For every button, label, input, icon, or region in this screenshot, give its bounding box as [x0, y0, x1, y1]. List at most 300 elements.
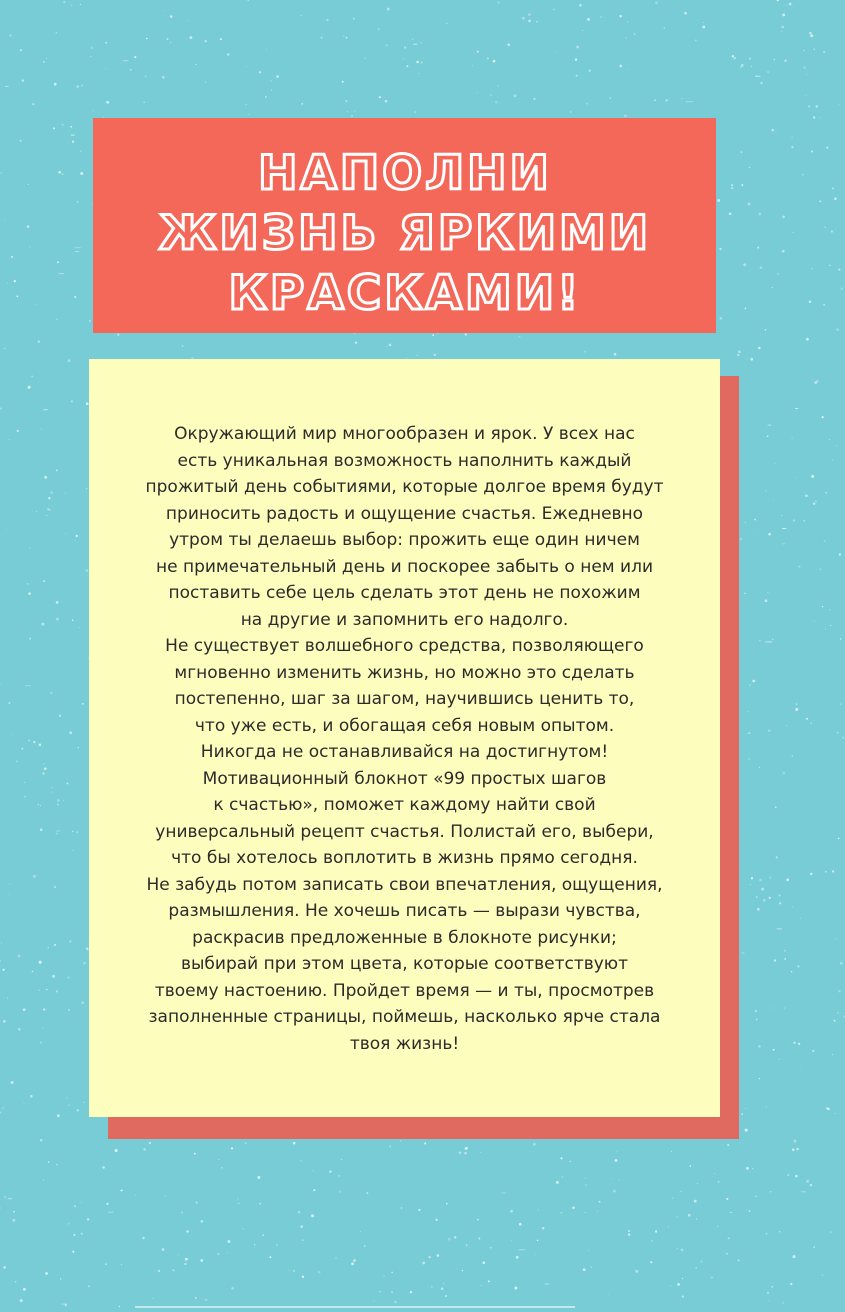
speckle-dot	[825, 628, 826, 629]
body-line: Окружающий мир многообразен и ярок. У всех нас	[174, 424, 635, 444]
speckle-dot	[743, 263, 746, 266]
speckle-dot	[178, 1254, 179, 1255]
speckle-dot	[819, 200, 821, 202]
speckle-dot	[18, 955, 21, 958]
speckle-dot	[589, 70, 591, 72]
speckle-dot	[41, 623, 44, 626]
speckle-dot	[53, 127, 55, 129]
speckle-dot	[792, 437, 793, 438]
speckle-dash	[686, 101, 693, 102]
speckle-dot	[400, 1140, 402, 1142]
speckle-dot	[22, 79, 24, 81]
speckle-dot	[696, 1218, 697, 1219]
body-line: твоему настоению. Пройдет время — и ты, просмотрев	[154, 980, 655, 1001]
speckle-dot	[560, 1212, 562, 1214]
speckle-dot	[832, 1054, 833, 1055]
speckle-dot	[776, 856, 778, 858]
speckle-dot	[386, 44, 388, 46]
body-line: приносить радость и ощущение счастья. Ежедневно	[165, 503, 644, 524]
speckle-dot	[341, 1159, 342, 1160]
speckle-dot	[717, 1226, 719, 1228]
speckle-dot	[488, 1280, 490, 1282]
speckle-dot	[52, 975, 55, 978]
speckle-dot	[535, 1254, 536, 1255]
speckle-dot	[364, 1245, 365, 1246]
speckle-dot	[47, 947, 49, 949]
speckle-dot	[437, 1254, 440, 1257]
speckle-dot	[43, 61, 45, 63]
speckle-dot	[86, 488, 87, 489]
speckle-dot	[749, 684, 750, 685]
speckle-dot	[741, 1113, 743, 1115]
speckle-dot	[11, 256, 13, 258]
speckle-dot	[46, 515, 47, 516]
speckle-dot	[68, 1223, 70, 1225]
speckle-dot	[24, 782, 25, 783]
speckle-dot	[143, 102, 144, 103]
speckle-dot	[412, 38, 413, 39]
speckle-dot	[745, 1108, 746, 1109]
speckle-dot	[201, 1220, 204, 1223]
speckle-dot	[765, 599, 768, 602]
speckle-dot	[832, 188, 834, 190]
speckle-dot	[71, 4, 73, 6]
speckle-dot	[835, 938, 836, 939]
speckle-dash	[8, 1198, 12, 1199]
speckle-dot	[664, 27, 666, 29]
speckle-dot	[760, 82, 762, 84]
speckle-dot	[628, 1233, 630, 1235]
speckle-dot	[811, 476, 813, 478]
speckle-dot	[677, 1283, 680, 1286]
bottom-edge-line	[135, 1306, 575, 1308]
speckle-dot	[76, 535, 78, 537]
speckle-dot	[0, 172, 2, 174]
speckle-dot	[782, 250, 785, 253]
speckle-dot	[29, 638, 31, 640]
speckle-dot	[36, 511, 37, 512]
speckle-dot	[86, 569, 88, 571]
speckle-dot	[815, 500, 817, 502]
title-banner	[93, 118, 716, 333]
speckle-dot	[782, 1302, 784, 1304]
speckle-dot	[800, 1069, 801, 1070]
speckle-dot	[781, 31, 782, 32]
speckle-dot	[784, 59, 786, 61]
speckle-dot	[259, 71, 261, 73]
speckle-dot	[21, 748, 23, 750]
speckle-dash	[501, 1192, 506, 1193]
speckle-dot	[814, 621, 815, 622]
speckle-dot	[809, 32, 811, 34]
speckle-dot	[6, 529, 7, 530]
speckle-dot	[811, 150, 813, 152]
speckle-dot	[733, 57, 735, 59]
speckle-dot	[293, 1270, 295, 1272]
speckle-dot	[200, 1259, 203, 1262]
speckle-dot	[28, 184, 29, 185]
speckle-dot	[245, 1142, 247, 1144]
speckle-dot	[760, 266, 763, 269]
speckle-dot	[386, 346, 387, 347]
speckle-dot	[56, 1164, 57, 1165]
speckle-dot	[582, 30, 583, 31]
speckle-dot	[367, 1192, 369, 1194]
speckle-dot	[516, 1256, 519, 1259]
speckle-dash	[782, 543, 785, 544]
speckle-dot	[741, 184, 743, 186]
speckle-dot	[729, 212, 732, 215]
speckle-dot	[784, 1007, 785, 1008]
speckle-dot	[793, 1042, 795, 1044]
speckle-dot	[69, 130, 70, 131]
speckle-dot	[741, 151, 742, 152]
speckle-dot	[217, 1253, 219, 1255]
speckle-dot	[89, 320, 91, 322]
speckle-dot	[790, 1283, 792, 1285]
speckle-dot	[812, 1050, 814, 1052]
speckle-dot	[562, 1176, 563, 1177]
speckle-dot	[585, 1184, 586, 1185]
speckle-dot	[774, 959, 776, 961]
speckle-dot	[478, 1237, 480, 1239]
speckle-dot	[32, 103, 34, 105]
speckle-dot	[67, 782, 69, 784]
speckle-dot	[655, 1230, 657, 1232]
speckle-dot	[718, 1181, 720, 1183]
speckle-dot	[619, 65, 622, 68]
speckle-dot	[221, 1167, 222, 1168]
speckle-dot	[514, 1287, 517, 1290]
speckle-dot	[5, 1196, 6, 1197]
speckle-dot	[390, 1146, 391, 1147]
speckle-dot	[48, 497, 50, 499]
speckle-dot	[28, 739, 30, 741]
speckle-dot	[748, 758, 750, 760]
speckle-dot	[769, 1300, 770, 1301]
speckle-dot	[80, 150, 82, 152]
speckle-dot	[798, 1, 799, 2]
text-panel	[89, 359, 720, 1117]
speckle-dot	[776, 133, 777, 134]
speckle-dot	[44, 476, 47, 479]
speckle-dash	[123, 60, 128, 61]
speckle-dot	[838, 268, 840, 270]
speckle-dot	[23, 1288, 26, 1291]
speckle-dot	[654, 99, 655, 100]
speckle-dot	[756, 896, 758, 898]
speckle-dash	[71, 135, 75, 136]
speckle-dot	[83, 1102, 84, 1103]
speckle-dot	[805, 1140, 806, 1141]
speckle-dot	[717, 199, 720, 202]
speckle-dot	[806, 1180, 809, 1183]
speckle-dot	[800, 918, 801, 919]
speckle-dot	[726, 1198, 728, 1200]
speckle-dot	[269, 1256, 271, 1258]
speckle-dot	[57, 261, 59, 263]
speckle-dash	[782, 528, 786, 529]
speckle-dot	[769, 877, 771, 879]
speckle-dot	[93, 110, 94, 111]
speckle-dot	[755, 1196, 756, 1197]
speckle-dot	[791, 971, 792, 972]
speckle-dot	[82, 703, 84, 705]
speckle-dot	[17, 430, 19, 432]
speckle-dot	[195, 1297, 197, 1299]
speckle-dot	[786, 725, 787, 726]
speckle-dash	[755, 76, 760, 77]
speckle-dot	[757, 247, 759, 249]
speckle-dot	[738, 350, 741, 353]
speckle-dot	[420, 42, 421, 43]
speckle-dot	[72, 1251, 74, 1253]
speckle-dot	[775, 807, 777, 809]
speckle-dot	[749, 58, 751, 60]
speckle-dot	[105, 42, 107, 44]
speckle-dot	[410, 1291, 412, 1293]
speckle-dot	[808, 105, 810, 107]
speckle-dot	[834, 197, 837, 200]
speckle-dot	[542, 1227, 544, 1229]
speckle-dot	[80, 4, 81, 5]
speckle-dot	[76, 831, 78, 833]
speckle-dot	[60, 1278, 61, 1279]
speckle-dot	[182, 345, 184, 347]
speckle-dot	[824, 540, 826, 542]
speckle-dot	[414, 111, 416, 113]
speckle-dot	[38, 804, 39, 805]
speckle-dot	[90, 46, 93, 49]
speckle-dot	[770, 1191, 772, 1193]
speckle-dot	[650, 1261, 652, 1263]
speckle-dot	[106, 68, 107, 69]
speckle-dot	[265, 96, 267, 98]
speckle-dot	[809, 301, 811, 303]
speckle-dot	[560, 1157, 562, 1159]
speckle-dot	[759, 640, 760, 641]
speckle-dot	[407, 65, 409, 67]
speckle-dot	[67, 976, 69, 978]
speckle-dot	[70, 126, 72, 128]
speckle-dot	[162, 76, 164, 78]
speckle-dot	[194, 1153, 196, 1155]
speckle-dot	[768, 533, 771, 536]
speckle-dot	[45, 1272, 48, 1275]
speckle-dot	[32, 971, 33, 972]
speckle-dot	[227, 53, 230, 56]
speckle-dot	[570, 111, 571, 112]
speckle-dot	[774, 59, 776, 61]
speckle-dot	[254, 1244, 255, 1245]
speckle-dot	[681, 1248, 684, 1251]
speckle-dot	[354, 111, 355, 112]
speckle-dot	[56, 319, 58, 321]
speckle-dot	[665, 99, 667, 101]
speckle-dot	[54, 944, 56, 946]
speckle-dot	[767, 435, 769, 437]
speckle-dot	[301, 15, 302, 16]
body-line: что уже есть, и обогащая себя новым опытом.	[194, 715, 615, 736]
speckle-dot	[346, 37, 348, 39]
speckle-dot	[619, 15, 621, 17]
speckle-dot	[745, 1129, 748, 1132]
speckle-dot	[813, 49, 814, 50]
speckle-dot	[227, 1240, 230, 1243]
speckle-dot	[815, 105, 818, 108]
speckle-dot	[5, 219, 6, 220]
speckle-dash	[75, 247, 80, 248]
speckle-dot	[537, 1240, 539, 1242]
speckle-dot	[40, 828, 43, 831]
speckle-dot	[798, 565, 800, 567]
body-line: универсальный рецепт счастья. Полистай его, выбери,	[155, 821, 654, 842]
speckle-dot	[588, 1250, 589, 1251]
speckle-dot	[700, 1260, 702, 1262]
speckle-dot	[671, 1151, 672, 1152]
speckle-dot	[87, 1218, 89, 1220]
speckle-dash	[43, 409, 48, 410]
speckle-dot	[58, 171, 61, 174]
speckle-dot	[117, 333, 119, 335]
speckle-dot	[338, 1175, 340, 1177]
body-line: Не существует волшебного средства, позволяющего	[165, 636, 644, 656]
speckle-dot	[690, 1165, 692, 1167]
speckle-dot	[466, 1244, 468, 1246]
speckle-dot	[3, 1266, 6, 1269]
speckle-dot	[795, 1175, 798, 1178]
speckle-dot	[750, 884, 751, 885]
speckle-dot	[77, 1109, 79, 1111]
speckle-dot	[813, 116, 815, 118]
speckle-dot	[38, 990, 39, 991]
speckle-dot	[120, 1190, 122, 1192]
speckle-dot	[3, 1020, 6, 1023]
speckle-dot	[23, 1008, 26, 1011]
speckle-dot	[165, 1195, 166, 1196]
speckle-dot	[432, 334, 434, 336]
speckle-dot	[428, 1256, 430, 1258]
speckle-dot	[302, 103, 304, 105]
speckle-dot	[538, 1209, 539, 1210]
speckle-dot	[779, 1231, 780, 1232]
speckle-dot	[464, 1152, 467, 1155]
speckle-dot	[69, 940, 71, 942]
speckle-dot	[680, 1191, 681, 1192]
speckle-dot	[80, 172, 83, 175]
speckle-dot	[533, 98, 535, 100]
speckle-dot	[781, 26, 784, 29]
speckle-dot	[72, 619, 74, 621]
speckle-dot	[2, 1107, 4, 1109]
body-line: Не забудь потом записать свои впечатления, ощущения,	[146, 874, 663, 895]
speckle-dot	[814, 381, 817, 384]
speckle-dot	[75, 540, 76, 541]
speckle-dash	[519, 1249, 526, 1250]
speckle-dot	[586, 103, 588, 105]
speckle-dot	[339, 1190, 342, 1193]
speckle-dot	[29, 547, 30, 548]
speckle-dot	[697, 1183, 698, 1184]
speckle-dot	[719, 248, 721, 250]
speckle-dot	[7, 283, 8, 284]
speckle-dot	[40, 805, 41, 806]
speckle-dot	[792, 906, 793, 907]
speckle-dot	[668, 1226, 669, 1227]
speckle-dot	[465, 1147, 468, 1150]
speckle-dot	[57, 799, 60, 802]
speckle-dot	[793, 1255, 796, 1258]
speckle-dot	[741, 64, 744, 67]
speckle-dot	[0, 1207, 1, 1208]
speckle-dot	[9, 883, 10, 884]
speckle-dot	[628, 1230, 630, 1232]
speckle-dot	[302, 1276, 304, 1278]
speckle-dot	[326, 19, 328, 21]
speckle-dot	[695, 1267, 697, 1269]
speckle-dot	[158, 1270, 160, 1272]
speckle-dot	[819, 568, 821, 570]
speckle-dot	[787, 1174, 789, 1176]
speckle-dot	[832, 870, 834, 872]
speckle-dot	[727, 1144, 729, 1146]
speckle-dot	[353, 18, 355, 20]
speckle-dot	[732, 55, 734, 57]
speckle-dot	[616, 1151, 617, 1152]
speckle-dot	[416, 61, 419, 64]
body-line: к счастью», поможет каждому найти свой	[213, 795, 596, 815]
speckle-dot	[7, 998, 8, 999]
body-line: на другие и запомнить его надолго.	[240, 609, 569, 630]
body-line: заполненные страницы, поймешь, насколько ярче стала	[148, 1007, 661, 1027]
speckle-dot	[145, 75, 147, 77]
speckle-dot	[402, 58, 403, 59]
speckle-dot	[634, 33, 635, 34]
speckle-dash	[75, 251, 80, 252]
speckle-dot	[795, 708, 798, 711]
speckle-dot	[826, 1108, 827, 1109]
speckle-dot	[106, 101, 109, 104]
speckle-dot	[806, 718, 808, 720]
speckle-dot	[50, 491, 53, 494]
speckle-dot	[792, 755, 793, 756]
speckle-dot	[757, 908, 760, 911]
speckle-dot	[12, 1219, 15, 1222]
speckle-dot	[511, 1240, 512, 1241]
speckle-dot	[0, 1112, 1, 1114]
speckle-dot	[121, 1264, 122, 1265]
speckle-dot	[613, 1190, 616, 1193]
speckle-dot	[487, 57, 489, 59]
speckle-dot	[754, 519, 756, 521]
speckle-dot	[746, 1167, 749, 1170]
speckle-dot	[627, 21, 629, 23]
body-line: Никогда не останавливайся на достигнутом!	[200, 742, 609, 762]
speckle-dot	[378, 28, 379, 29]
body-line: мгновенно изменить жизнь, но можно это сделать	[174, 662, 635, 683]
speckle-dot	[779, 902, 781, 904]
speckle-dot	[490, 1247, 492, 1249]
speckle-dot	[43, 1027, 44, 1028]
speckle-dot	[600, 16, 602, 18]
speckle-dot	[0, 960, 1, 962]
speckle-dot	[731, 187, 733, 189]
speckle-dot	[826, 147, 828, 149]
speckle-dot	[763, 899, 766, 902]
speckle-dot	[789, 3, 792, 6]
speckle-dot	[772, 639, 773, 640]
speckle-dot	[115, 1149, 118, 1152]
